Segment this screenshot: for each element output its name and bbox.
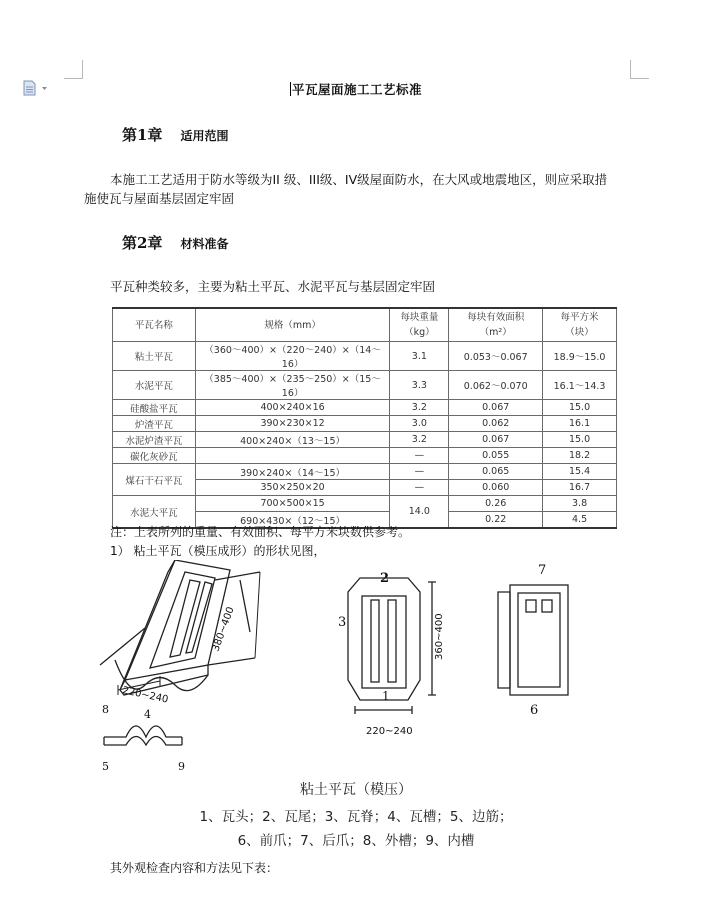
table-cell: 3.2 xyxy=(390,400,449,416)
table-cell: 0.065 xyxy=(449,464,543,480)
table-cell: 18.9～15.0 xyxy=(543,342,617,371)
table-cell: 0.055 xyxy=(449,448,543,464)
figure-legend-line1: 1、瓦头；2、瓦尾；3、瓦脊；4、瓦槽；5、边筋； xyxy=(199,809,513,825)
table-cell: 16.7 xyxy=(543,480,617,496)
table-cell: 15.0 xyxy=(543,432,617,448)
table-note: 注：上表所列的重量、有效面积、每平方米块数供参考。 xyxy=(110,525,411,539)
figure-legend-line2: 6、前爪；7、后爪；8、外槽；9、内槽 xyxy=(237,833,475,849)
table-cell: 390×240×（14～15） xyxy=(195,464,390,480)
chapter-1-heading xyxy=(122,124,228,145)
table-cell: 3.8 xyxy=(543,496,617,512)
table-cell: 3.2 xyxy=(390,432,449,448)
table-cell: 3.3 xyxy=(390,371,449,400)
table-row xyxy=(113,416,617,432)
dim-width-label: 220~240 xyxy=(121,685,170,706)
crop-mark-top-right xyxy=(630,60,649,79)
label-1: 1 xyxy=(382,689,390,703)
table-cell: 水泥炉渣平瓦 xyxy=(113,432,196,448)
table-cell: — xyxy=(390,480,449,496)
table-row xyxy=(113,342,617,371)
table-cell: 700×500×15 xyxy=(195,496,390,512)
table-cell: 16.1～14.3 xyxy=(543,371,617,400)
crop-mark-top-left xyxy=(64,60,83,79)
table-cell: 0.067 xyxy=(449,432,543,448)
table-header-row xyxy=(113,308,617,342)
header-weight: 每块重量 （kg） xyxy=(390,308,449,342)
header-area: 每块有效面积 （m²） xyxy=(449,308,543,342)
label-3: 3 xyxy=(338,615,347,630)
label-5: 5 xyxy=(102,760,109,773)
table-cell xyxy=(195,448,390,464)
table-row xyxy=(113,432,617,448)
table-cell: 14.0 xyxy=(390,496,449,529)
page-title: 平瓦屋面施工工艺标准 xyxy=(291,82,422,97)
chapter-1-para-line2: 施使瓦与屋面基层固定牢固 xyxy=(84,191,235,206)
chapter-2-heading xyxy=(122,232,228,253)
figure-caption: 粘土平瓦（模压） xyxy=(300,782,412,798)
tile-spec-table xyxy=(112,307,617,529)
table-cell: — xyxy=(390,448,449,464)
table-cell: 400×240×（13～15） xyxy=(195,432,390,448)
table-cell: 0.22 xyxy=(449,512,543,529)
table-cell: 0.062～0.070 xyxy=(449,371,543,400)
header-spec: 规格（mm） xyxy=(195,308,390,342)
dim-length-label-2: 360~400 xyxy=(434,613,445,660)
chapter-2-para: 平瓦种类较多，主要为粘土平瓦、水泥平瓦与基层固定牢固 xyxy=(110,279,436,294)
table-cell: 0.067 xyxy=(449,400,543,416)
table-row xyxy=(113,400,617,416)
table-cell: 3.1 xyxy=(390,342,449,371)
table-row xyxy=(113,496,617,512)
table-cell: 水泥大平瓦 xyxy=(113,496,196,529)
table-cell: 15.0 xyxy=(543,400,617,416)
table-cell: 400×240×16 xyxy=(195,400,390,416)
table-cell: 0.26 xyxy=(449,496,543,512)
chapter-1-number: 第1章 xyxy=(122,126,163,144)
final-line: 其外观检查内容和方法见下表： xyxy=(110,861,279,875)
label-8: 8 xyxy=(102,703,109,716)
table-cell: 0.053～0.067 xyxy=(449,342,543,371)
table-cell: 碳化灰砂瓦 xyxy=(113,448,196,464)
dim-length-label: 380~400 xyxy=(210,605,237,654)
table-cell: 煤石干石平瓦 xyxy=(113,464,196,496)
header-count: 每平方米 （块） xyxy=(543,308,617,342)
item-1-text: 1） 粘土平瓦（模压成形）的形状见图， xyxy=(110,544,326,558)
table-cell: （385～400）×（235～250）×（15～16） xyxy=(195,371,390,400)
table-cell: 4.5 xyxy=(543,512,617,529)
table-cell: 水泥平瓦 xyxy=(113,371,196,400)
label-4: 4 xyxy=(144,708,151,721)
table-cell: 350×250×20 xyxy=(195,480,390,496)
chapter-1-title: 适用范围 xyxy=(180,129,229,143)
clay-tile-diagram xyxy=(90,560,650,790)
tile-front-view xyxy=(348,578,436,714)
chapter-1-para-line1: 本施工工艺适用于防水等级为II 级、III级、IV级屋面防水，在大风或地震地区，则应采取措 xyxy=(110,172,608,187)
tile-section-view xyxy=(104,726,182,745)
chapter-2-title: 材料准备 xyxy=(180,237,229,251)
dim-width-label-2: 220~240 xyxy=(366,726,413,737)
table-cell: 18.2 xyxy=(543,448,617,464)
table-cell: 390×230×12 xyxy=(195,416,390,432)
table-cell: 0.060 xyxy=(449,480,543,496)
tile-back-view xyxy=(498,585,568,695)
table-cell: 15.4 xyxy=(543,464,617,480)
table-cell: 3.0 xyxy=(390,416,449,432)
table-cell: （360～400）×（220～240）×（14～16） xyxy=(195,342,390,371)
table-cell: 炉渣平瓦 xyxy=(113,416,196,432)
table-cell: 硅酸盐平瓦 xyxy=(113,400,196,416)
chapter-2-number: 第2章 xyxy=(122,234,163,252)
header-name: 平瓦名称 xyxy=(113,308,196,342)
table-cell: — xyxy=(390,464,449,480)
table-row xyxy=(113,448,617,464)
table-row xyxy=(113,464,617,480)
label-2: 2 xyxy=(380,571,390,586)
table-cell: 16.1 xyxy=(543,416,617,432)
label-7: 7 xyxy=(538,563,547,578)
table-cell: 粘土平瓦 xyxy=(113,342,196,371)
table-cell: 0.062 xyxy=(449,416,543,432)
table-cell: 690×430×（12～15） xyxy=(195,512,390,529)
tile-perspective-view xyxy=(100,560,260,695)
table-row xyxy=(113,371,617,400)
text-cursor xyxy=(290,82,291,96)
label-6: 6 xyxy=(530,703,539,718)
label-9: 9 xyxy=(178,760,185,773)
